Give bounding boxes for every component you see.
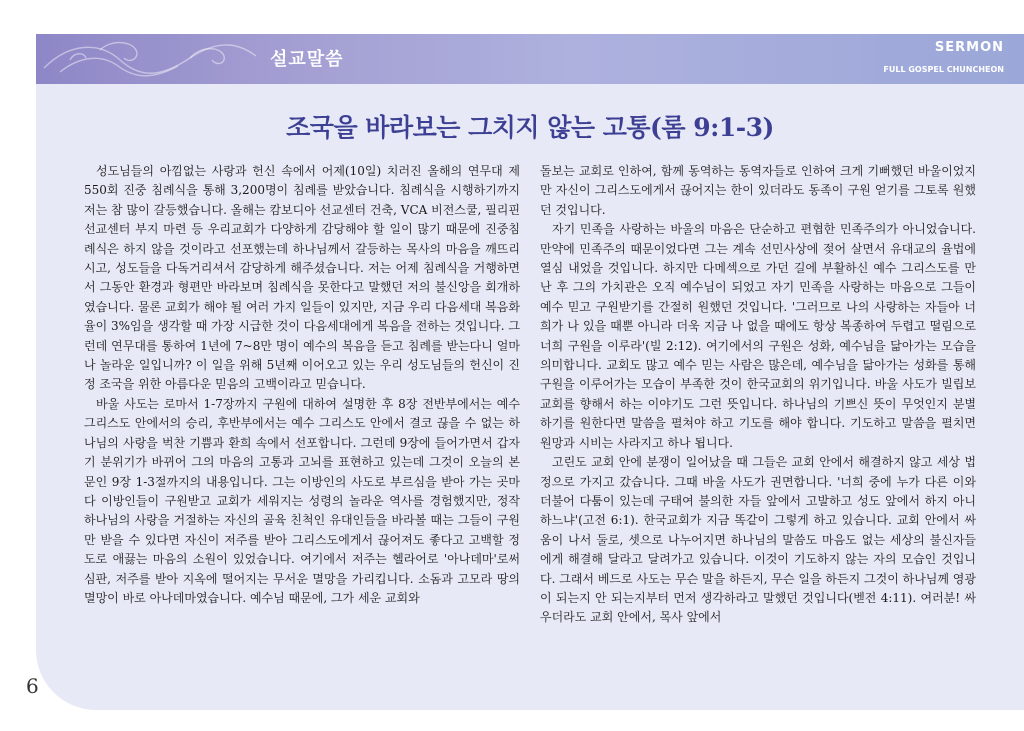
paragraph: 바울 사도는 로마서 1-7장까지 구원에 대하여 설명한 후 8장 전반부에서는 예수 그리스도 안에서의 승리, 후반부에서는 예수 그리스도 안에서 결코 끊을 수 없는 하나님의 사랑을 벅찬 기쁨과 환희 속에서 선포합니다. 그런데 9장에 들어가면서 갑자기 분위기가 바뀌어 그의 마음의 고통과 고뇌를 표현하고 있는데 그것이 오늘의 본문인 9장 1-3절까지의 내용입니다. 그는 이방인의 사도로 부르심을 받아 가는 곳마다 이방인들이 구원받고 교회가 세워지는 성령의 놀라운 역사를 경험했지만, 정작 하나님의 사랑을 거절하는 자신의 골육 친척인 유대인들을 바라볼 때는 그들이 구원만 받을 수 있다면 자신이 저주를 받아 그리스도에게서 끊어져도 좋다고 고백할 정도로 애끓는 마음의 소원이 있었습니다. 여기에서 저주는 헬라어로 '아나데마'로써 심판, 저주를 받아 지옥에 떨어지는 무서운 멸망을 가리킵니다. 소돔과 고모라 땅의 멸망이 바로 아나데마였습니다. 예수님 때문에, 그가 세운 교회와	[84, 396, 520, 605]
church-label: FULL GOSPEL CHUNCHEON	[883, 65, 1004, 74]
paragraph: 자기 민족을 사랑하는 바울의 마음은 단순하고 편협한 민족주의가 아니었습니다. 만약에 민족주의 때문이었다면 그는 계속 선민사상에 젖어 살면서 유대교의 율법에 열심 내었을 것입니다. 하지만 다메섹으로 가던 길에 부활하신 예수 그리스도를 만난 후 그의 가치관은 오직 예수님이 되었고 자기 민족을 사랑하는 마음으로 그들이 예수 믿고 구원받기를 간절히 원했던 것입니다. '그러므로 나의 사랑하는 자들아 너희가 나 있을 때뿐 아니라 더욱 지금 나 없을 때에도 항상 복종하여 두렵고 떨림으로 너희 구원을 이루라'(빌 2:12). 여기에서의 구원은 성화, 예수님을 닮아가는 모습을 의미합니다. 교회도 많고 예수 믿는 사람은 많은데, 예수님을 닮아가는 성화를 통해 구원을 이루어가는 모습이 부족한 것이 한국교회의 위기입니다. 바울 사도가 빌립보 교회를 향해서 하는 이야기도 그런 뜻입니다. 하나님의 기쁘신 뜻이 무엇인지 분별하기를 원한다면 말씀을 펼쳐야 하고 기도를 해야 합니다. 기도하고 말씀을 펼치면 원망과 시비는 사라지고 하나 됩니다.	[540, 222, 976, 450]
paragraph: 성도님들의 아낌없는 사랑과 헌신 속에서 어제(10일) 치러진 올해의 연무대 제 550회 진중 침례식을 통해 3,200명이 침례를 받았습니다. 침례식을 시행하기까지 저는 참 많이 갈등했습니다. 올해는 캄보디아 선교센터 건축, VCA 비전스쿨, 필리핀 선교센터 부지 마련 등 우리교회가 다양하게 감당해야 할 일이 많기 때문에 진중침례식은 하지 않을 것이라고 선포했는데 하나님께서 갈등하는 목사의 마음을 깨뜨리시고, 성도들을 다독거리셔서 감당하게 해주셨습니다. 저는 어제 침례식을 거행하면서 그동안 환경과 형편만 바라보며 침례식을 못한다고 말했던 저의 불신앙을 회개하였습니다. 물론 교회가 해야 될 여러 가지 일들이 있지만, 지금 우리 다음세대 복음화율이 3%임을 생각할 때 가장 시급한 것이 다음세대에게 복음을 전하는 것입니다. 그런데 연무대를 통하여 1년에 7~8만 명이 예수의 복음을 듣고 침례를 받는다니 얼마나 놀라운 일입니까? 이 일을 위해 5년째 이어오고 있는 우리 성도님들의 헌신이 진정 조국을 위한 아름다운 믿음의 고백이라고 믿습니다.	[84, 164, 520, 392]
sermon-label: SERMON	[934, 40, 1004, 55]
ornament-swirl-icon	[40, 38, 260, 82]
article-title: 조국을 바라보는 그치지 않는 고통(롬 9:1-3)	[286, 113, 774, 142]
right-column	[540, 162, 976, 628]
paragraph: 돌보는 교회로 인하여, 함께 동역하는 동역자들로 인하여 크게 기뻐했던 바울이었지만 자신이 그리스도에게서 끊어지는 한이 있더라도 동족이 구원 얻기를 그토록 원했던 것입니다.	[540, 164, 976, 217]
page-number: 6	[26, 674, 39, 698]
paragraph: 고린도 교회 안에 분쟁이 일어났을 때 그들은 교회 안에서 해결하지 않고 세상 법정으로 가지고 갔습니다. 그때 바울 사도가 권면합니다. '너희 중에 누가 다른 이와 더불어 다툼이 있는데 구태여 불의한 자들 앞에서 고발하고 성도 앞에서 하지 아니하느냐'(고전 6:1). 한국교회가 지금 똑같이 그렇게 하고 있습니다. 교회 안에서 싸움이 나서 둘로, 셋으로 나누어지면 하나님의 말씀도 마음도 없는 세상의 불신자들에게 해결해 달라고 달려가고 있습니다. 이것이 기도하지 않는 자의 모습인 것입니다. 그래서 베드로 사도는 무슨 말을 하든지, 무슨 일을 하든지 그것이 하나님께 영광이 되는지 안 되는지부터 먼저 생각하라고 말했던 것입니다(벧전 4:11). 여러분! 싸우더라도 교회 안에서, 목사 앞에서	[540, 455, 976, 625]
section-title: 설교말씀	[270, 49, 344, 70]
left-column	[84, 162, 520, 608]
